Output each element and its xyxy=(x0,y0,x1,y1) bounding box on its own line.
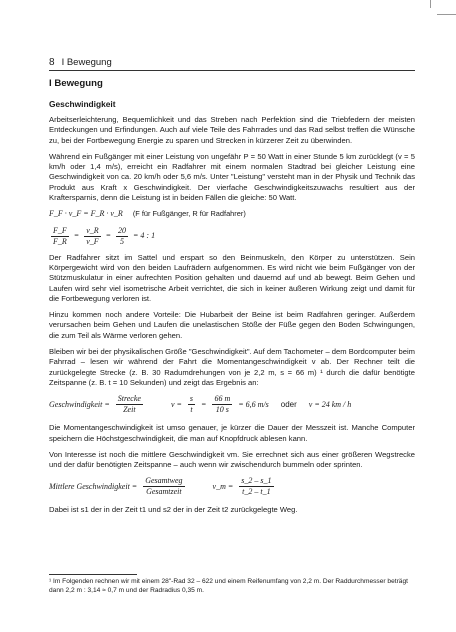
mean-label: Mittlere Geschwindigkeit = xyxy=(49,481,138,491)
fraction-denominator: F_R xyxy=(53,236,67,246)
fraction-numerator: 66 m xyxy=(214,394,231,404)
crop-mark xyxy=(430,0,431,8)
paragraph: Hinzu kommen noch andere Vorteile: Die Hubarbeit der Beine ist beim Radfahren geringer. Außerdem verursachen beim Gehen und Laufen die unelastischen Stöße der Füße gegen den Boden Schwingungen, die zum Teil als Wärme verloren gehen. xyxy=(49,310,415,340)
section-title: Geschwindigkeit xyxy=(49,99,116,109)
paragraph: Während ein Fußgänger mit einer Leistung von ungefähr P = 50 Watt in einer Stunde 5 km zurücklegt (v = 5 km/h oder 1,4 m/s), erreicht ein Radfahrer mit einem normalen Stadtrad bei gleicher Leistung eine Geschwindigkeit von ca. 20 km/h oder 5,6 m/s. Unter "Leistung" versteht man in der Physik und Technik das Produkt aus Kraft x Geschwindigkeit. Der vierfache Geschwindigkeitszuwachs resultiert aus der Kraftersparnis, denn die Leistung ist in beiden Fällen die gleiche: 50 Watt. xyxy=(49,151,415,203)
crop-mark xyxy=(437,14,456,15)
paragraph: Die Momentangeschwindigkeit ist umso genauer, je kürzer die Dauer der Messzeit ist. Manche Computer speichern die Höchstgeschwindigkeit, die man auf Knopfdruck ablesen kann. xyxy=(49,423,415,443)
fraction-denominator: Gesamtzeit xyxy=(146,487,182,497)
fraction-denominator: Zeit xyxy=(123,405,136,415)
paragraph: Dabei ist s1 der in der Zeit t1 und s2 der in der Zeit t2 zurückgelegte Weg. xyxy=(49,505,298,515)
fraction-numerator: s xyxy=(189,394,194,404)
fraction-denominator: t xyxy=(190,405,193,415)
page-number: 8 xyxy=(49,57,55,68)
speed-result: = 6,6 m/s xyxy=(238,399,269,409)
mean-speed-equation xyxy=(49,476,415,497)
power-equation xyxy=(49,209,415,219)
fraction xyxy=(51,226,69,247)
ratio-result: = 4 : 1 xyxy=(133,231,156,241)
ratio-equation: $\frac{F\_F}{F\_R}$ = $\frac{v\_R}{v\_F}$ = $\frac{20}{5}$ = 4 : 1 xyxy=(53,225,156,246)
paragraph: Arbeitserleichterung, Bequemlichkeit und das Streben nach Perfektion sind die Triebfedern der meisten Entdeckungen und Erfindungen. Auch auf viele Teile des Fahrrades und das Rad selbst treffen die Wünsche zu, bei der Fortbewegung Energie zu sparen und Strecken in kürzerer Zeit zu überwinden. xyxy=(49,115,415,145)
footnote-rule xyxy=(49,574,137,575)
speed-label: Geschwindigkeit = xyxy=(49,399,110,409)
fraction xyxy=(84,226,100,247)
fraction xyxy=(116,226,128,247)
fraction-denominator: t_2 – t_1 xyxy=(242,487,271,497)
header-rule xyxy=(49,70,415,71)
running-header xyxy=(49,57,112,68)
speed-v: v = xyxy=(170,399,182,409)
speed-kmh: v = 24 km / h xyxy=(308,399,352,409)
paragraph: Der Radfahrer sitzt im Sattel und erspart so den Beinmuskeln, den Körper zu unterstützen. Sein Körpergewicht wird von den beiden Laufrädern aufgenommen. Es wird nicht wie beim Fußgänger von der Stützmuskulatur in einer aufrechten Position gehalten und dauernd auf und ab bewegt. Beim Gehen und Laufen wird sehr viel isometrische Arbeit verrichtet, die sich in keiner äußeren Wirkung zeigt und damit für die Fortbewegung verloren ist. xyxy=(49,252,415,303)
equation-text: F_F · v_F = F_R · v_R xyxy=(49,209,123,219)
mean-v: v_m = xyxy=(212,481,234,491)
fraction-numerator: v_R xyxy=(86,225,99,235)
fraction xyxy=(116,394,143,415)
speed-equation: Geschwindigkeit = $\frac{\text{Strecke}}{\text{Zeit}}$ v = $\frac{s}{t}$ = $\frac{66 m}{10 s}$ = 6,6 m/s oder v = 24 km / h xyxy=(49,394,352,415)
fraction-numerator: F_F xyxy=(53,225,67,235)
fraction-numerator: Gesamtweg xyxy=(145,476,183,486)
fraction-denominator: 10 s xyxy=(215,405,229,415)
speed-or: oder xyxy=(280,399,297,409)
footnote: ¹ Im Folgenden rechnen wir mit einem 28"-Rad 32 – 622 und einem Reifenumfang von 2,2 m. Der Raddurchmesser beträgt dann 2,2 m : 3,14 ≈ 0,7 m und der Radradius 0,35 m. xyxy=(49,578,408,594)
paragraph: Bleiben wir bei der physikalischen Größe "Geschwindigkeit". Auf dem Tachometer – dem Bordcomputer beim Fahrrad – lesen wir während der Fahrt die Momentangeschwindigkeit v ab. Der Rechner teilt die zurückgelegte Strecke (z. B. 30 Radumdrehungen von je 2,2 m, s = 66 m) ¹ durch die dafür benötigte Zeitspanne (z. B. t = 10 Sekunden) und zeigt das Ergebnis an: xyxy=(49,347,415,387)
fraction-denominator: v_F xyxy=(86,236,99,246)
equation-note: (F für Fußgänger, R für Radfahrer) xyxy=(132,209,246,219)
fraction-numerator: s_2 – s_1 xyxy=(241,476,272,486)
fraction xyxy=(188,394,195,415)
fraction-numerator: 20 xyxy=(118,225,127,235)
fraction-numerator: Strecke xyxy=(117,394,141,404)
fraction xyxy=(143,476,184,497)
fraction xyxy=(212,394,232,415)
main-content xyxy=(49,78,415,522)
chapter-title: I Bewegung xyxy=(49,78,103,89)
header-section: I Bewegung xyxy=(61,57,112,68)
fraction-denominator: 5 xyxy=(120,236,125,246)
fraction xyxy=(239,476,273,497)
paragraph: Von Interesse ist noch die mittlere Geschwindigkeit vm. Sie errechnet sich aus einer größeren Wegstrecke und der dafür benötigten Zeitspanne – auch wenn wir zwischendurch bummeln oder sprinten. xyxy=(49,449,415,470)
